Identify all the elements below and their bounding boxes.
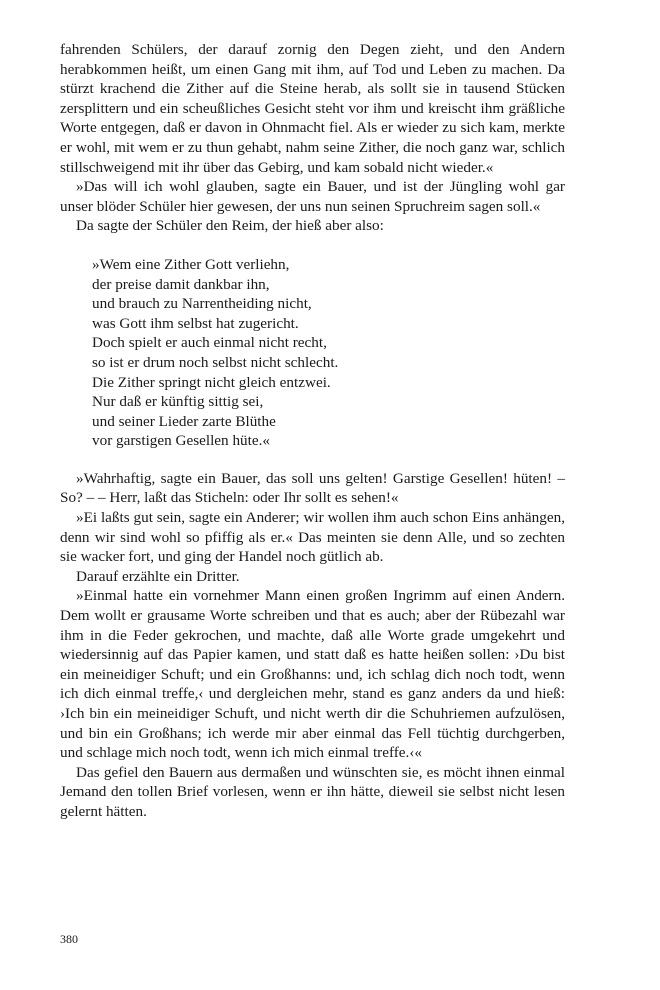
poem-line: Die Zither springt nicht gleich entzwei. [92, 373, 331, 391]
poem-line: »Wem eine Zither Gott verliehn, [92, 255, 290, 273]
paragraph: fahrenden Schülers, der darauf zornig den Degen zieht, und den Andern herabkommen heißt, um einen Gang mit ihm, auf Tod und Leben zu machen. Da stürzt krachend die Zither auf die Steine herab, als sollt sie in tausend Stücken zersplittern und ein scheußliches Gesicht steht vor ihm und kreischt ihm gräßliche Worte entgegen, daß er davon in Ohnmacht fiel. Als er wieder zu sich kam, merkte er wohl, mit wem er zu thun gehabt, nahm seine Zither, die noch ganz war, schlich stillschweigend mit ihr über das Gebirg, und kam sobald nicht wieder.« [60, 41, 565, 176]
poem-line: vor garstigen Gesellen hüte.« [92, 432, 270, 450]
paragraph: »Wahrhaftig, sagte ein Bauer, das soll uns gelten! Garstige Gesellen! hüten! – So? – – Herr, laßt das Sticheln: oder Ihr sollt es sehen!« [60, 469, 565, 507]
poem-line: Doch spielt er auch einmal nicht recht, [92, 334, 327, 352]
book-page [60, 40, 565, 822]
poem-line: Nur daß er künftig sittig sei, [92, 393, 264, 411]
poem [60, 255, 565, 451]
poem-line: und seiner Lieder zarte Blüthe [92, 412, 276, 430]
paragraph: Darauf erzählte ein Dritter. [76, 567, 240, 585]
paragraph: Da sagte der Schüler den Reim, der hieß aber also: [76, 217, 384, 235]
poem-line: so ist er drum noch selbst nicht schlecht. [92, 353, 339, 371]
poem-line: der preise damit dankbar ihn, [92, 275, 270, 293]
page-number: 380 [60, 932, 78, 946]
paragraph: »Ei laßts gut sein, sagte ein Anderer; wir wollen ihm auch schon Eins anhängen, denn wir sind wohl so pfiffig als er.« Das meinten sie denn Alle, und so zechten sie wacker fort, und ging der Handel noch gütlich ab. [60, 509, 565, 566]
poem-line: und brauch zu Narrentheiding nicht, [92, 295, 312, 313]
paragraph: »Das will ich wohl glauben, sagte ein Bauer, und ist der Jüngling wohl gar unser blöder Schüler hier gewesen, der uns nun seinen Spruchreim sagen soll.« [60, 178, 565, 215]
poem-line: was Gott ihm selbst hat zugericht. [92, 314, 299, 332]
paragraph: Das gefiel den Bauern aus dermaßen und wünschten sie, es möcht ihnen einmal Jemand den tollen Brief vorlesen, wenn er ihn hätte, dieweil sie selbst nicht lesen gelernt hätten. [60, 763, 565, 820]
paragraph: »Einmal hatte ein vornehmer Mann einen großen Ingrimm auf einen Andern. Dem wollt er grausame Worte schreiben und that es auch; aber der Rübezahl war ihm in die Feder gekrochen, und machte, daß alle Worte grade umgekehrt und wiedersinnig auf das Papier kamen, und statt daß es hatte heißen sollen: ›Du bist ein meineidiger Schuft; und ein Großhanns: und, ich schlag dich noch todt, wenn ich dich einmal treffe,‹ und dergleichen mehr, stand es ganz anders da und hieß: ›Ich bin ein meineidiger Schuft, und nicht werth dir die Schuhriemen aufzulösen, und bin ein Großhans; ich werde mir aber einmal das Fell tüchtig durchgerben, und schlage mich noch todt, wenn ich mich einmal treffe.‹« [60, 587, 565, 762]
